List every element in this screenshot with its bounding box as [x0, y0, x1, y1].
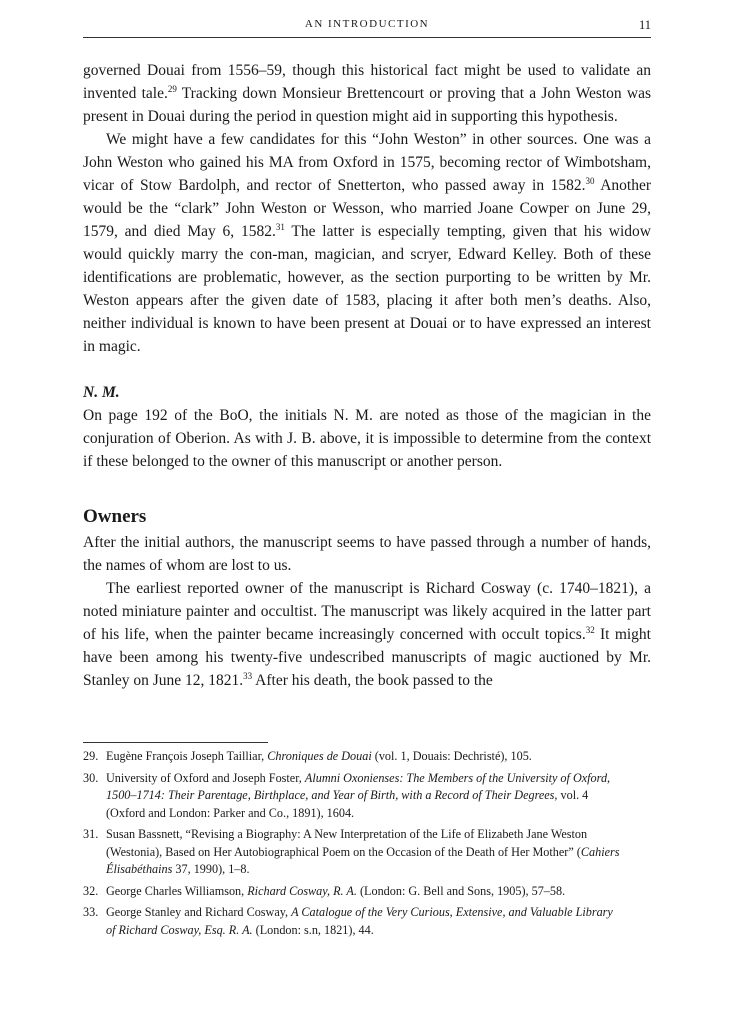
footnote-divider	[83, 742, 268, 743]
paragraph: On page 192 of the BoO, the initials N. M. are noted as those of the magician in the conjuration of Oberion. As with J. B. above, it is impossible to determine from the context if these belonged to the owner of this manuscript or another person.	[83, 407, 651, 470]
paragraph: We might have a few candidates for this “John Weston” in other sources. One was a John Weston who gained his MA from Oxford in 1575, becoming rector of Wimbotsham, vicar of Stow Bardolph, and rector of Snetterton, who passed away in 1582.30 Another would be the “clark” John Weston or Wesson, who married Joane Cowper on June 29, 1579, and died May 6, 1582.31 The latter is especially tempting, given that his widow would quickly marry the con-man, magician, and scryer, Edward Kelley. Both of these identifications are problematic, however, as the section purporting to be written by Mr. Weston appears after the given date of 1583, placing it after both men’s deaths. Also, neither individual is known to have been present at Douai or to have expressed an interest in magic.	[83, 131, 651, 355]
body-text	[83, 59, 651, 692]
footnote-ref[interactable]: 32	[585, 625, 595, 635]
footnotes	[83, 748, 623, 943]
footnote: 30. University of Oxford and Joseph Foster, Alumni Oxonienses: The Members of the University of Oxford, 1500–1714: Their Parentage, Birthplace, and Year of Birth, with a Record of Their Degrees, vol. 4 (Oxford and London: Parker and Co., 1891), 1604.	[83, 770, 611, 820]
footnote: 31. Susan Bassnett, “Revising a Biography: A New Interpretation of the Life of Elizabeth Jane Weston (Westonia), Based on Her Autobiographical Poem on the Occasion of the Death of Her Mother” (Cahiers Élisabéthains 37, 1990), 1–8.	[83, 827, 620, 876]
footnote-number: 31.	[83, 827, 99, 841]
paragraph: governed Douai from 1556–59, though this historical fact might be used to validate an invented tale.$^{29}$ Tracking down Monsieur Brettencourt or proving that a John Weston was present in Douai during the period in question might aid in supporting this hypothesis.	[83, 62, 651, 125]
footnote-number: 29.	[83, 749, 99, 763]
footnote-ref[interactable]: 31	[275, 222, 285, 232]
subsection-label: N. M.	[83, 384, 120, 401]
footnote-ref[interactable]: 29	[167, 84, 177, 94]
footnote: 33. George Stanley and Richard Cosway, A Catalogue of the Very Curious, Extensive, and Valuable Library of Richard Cosway, Esq. R. A. (London: s.n, 1821), 44.	[83, 905, 613, 937]
section-heading: Owners	[83, 506, 147, 527]
footnote-number: 30.	[83, 770, 99, 785]
page-header	[83, 17, 651, 38]
footnote-number: 32.	[83, 883, 99, 898]
footnote-ref[interactable]: 33	[243, 671, 253, 681]
footnote: 32. George Charles Williamson, Richard Cosway, R. A. (London: G. Bell and Sons, 1905), 57–58.	[83, 883, 623, 901]
paragraph: The earliest reported owner of the manuscript is Richard Cosway (c. 1740–1821), a noted miniature painter and occultist. The manuscript was likely acquired in the latter part of his life, when the painter became increasingly concerned with occult topics.$^{32}$ It might have been among his twenty-five undescribed manuscripts of magic auctioned by Mr. Stanley on June 12, 1821.33 After his death, the book passed to the	[83, 580, 651, 689]
footnote-number: 33.	[83, 905, 99, 919]
paragraph: After the initial authors, the manuscript seems to have passed through a number of hands, the names of whom are lost to us.	[83, 534, 651, 574]
page-number: 11	[638, 18, 651, 32]
footnote: 29. Eugène François Joseph Tailliar, Chroniques de Douai (vol. 1, Douais: Dechristé), 105.	[83, 748, 623, 766]
footnote-ref[interactable]: 30	[585, 176, 595, 186]
running-head: AN INTRODUCTION	[304, 18, 430, 30]
